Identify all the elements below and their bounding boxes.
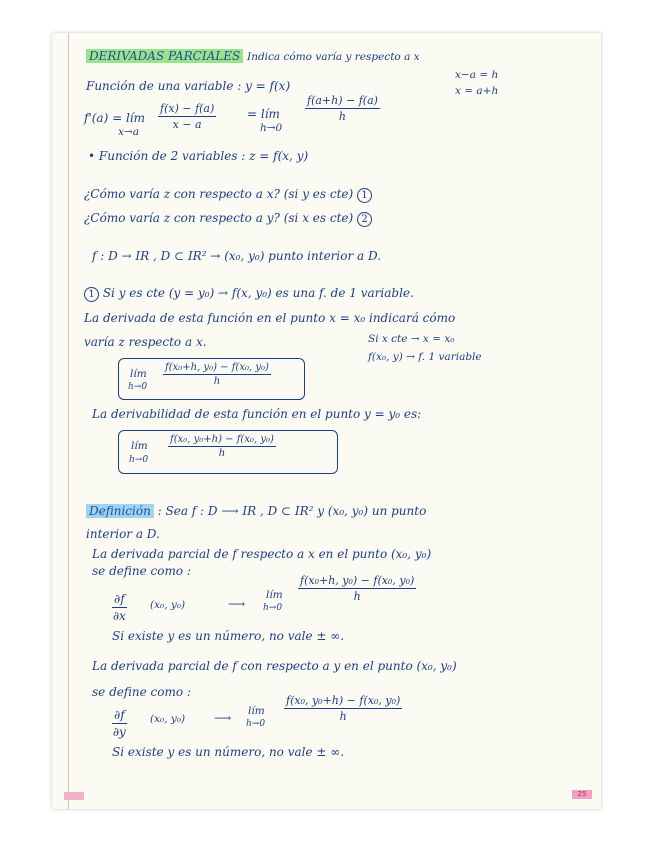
partial-x-arrow: ⟶	[228, 597, 246, 611]
partial-y-fraction-den: h	[339, 710, 347, 723]
partial-y-fraction	[284, 694, 402, 723]
partial-x-fraction-den: h	[353, 590, 361, 603]
partial-y-arrow: ⟶	[214, 711, 232, 725]
circle-number-2: 2	[357, 212, 372, 227]
frac1-denominator: x − a	[172, 118, 202, 131]
partial-y-lim: lím	[248, 705, 265, 717]
title-rest: Indica cómo varía y respecto a x	[247, 51, 420, 63]
partial-x-fraction	[298, 574, 416, 603]
corner-marker-left	[64, 792, 84, 800]
page-number: 25	[572, 790, 592, 799]
box1-denominator: h	[213, 376, 221, 387]
definition-text: : Sea f : D ⟶ IR , D ⊂ IR² y (x₀, y₀) un punto	[157, 504, 427, 518]
side-note-x-cte: Si x cte → x = x₀	[368, 333, 455, 345]
partial-y-def-line: La derivada parcial de f con respecto a y en el punto (x₀, y₀)	[92, 659, 457, 673]
function-domain-line: f : D → IR , D ⊂ IR² → (x₀, y₀) punto interior a D.	[92, 249, 382, 263]
partial-y-symbol	[112, 708, 127, 739]
derivative-fraction-1	[158, 102, 216, 131]
case-1-text: Si y es cte (y = y₀) → f(x, y₀) es una f. de 1 variable.	[102, 286, 414, 300]
derivative-fraction-2	[305, 94, 380, 123]
partial-y-point: (x₀, y₀)	[150, 713, 186, 725]
partial-y-den: ∂y	[112, 725, 126, 739]
side-note-x: x = a+h	[455, 85, 499, 97]
frac1-numerator: f(x) − f(a)	[160, 102, 215, 115]
question-y-text: ¿Cómo varía z con respecto a y? (si x es cte)	[84, 211, 354, 225]
partial-x-den: ∂x	[112, 609, 126, 623]
margin-line	[68, 33, 69, 809]
box2-denominator: h	[218, 448, 226, 459]
frac2-denominator: h	[338, 110, 347, 123]
partial-y-lim-sub: h→0	[246, 719, 266, 729]
partial-y-num: ∂f	[114, 708, 125, 722]
limit-sub-xa: x→a	[118, 126, 139, 138]
title-highlight: DERIVADAS PARCIALES	[86, 49, 243, 63]
derivability-line: La derivabilidad de esta función en el punto y = y₀ es:	[92, 407, 422, 421]
exists-line-1: Si existe y es un número, no vale ± ∞.	[112, 629, 345, 643]
circle-number-1: 1	[357, 188, 372, 203]
case-1-line	[84, 287, 414, 302]
definition-highlight: Definición	[86, 504, 154, 518]
box1-fraction	[163, 362, 271, 387]
derivative-label: f'(a) = lím	[84, 111, 145, 125]
box2-sub: h→0	[129, 455, 149, 465]
circle-number-1b: 1	[84, 287, 99, 302]
defined-as-line-2: se define como :	[92, 685, 191, 699]
definition-interior: interior a D.	[86, 527, 160, 541]
side-note-h: x−a = h	[455, 69, 499, 81]
partial-x-point: (x₀, y₀)	[150, 599, 186, 611]
partial-x-num: ∂f	[114, 592, 125, 606]
definition-line	[86, 505, 426, 518]
two-variables-line: • Función de 2 variables : z = f(x, y)	[88, 149, 309, 163]
one-variable-line: Función de una variable : y = f(x)	[86, 79, 291, 93]
question-y-line	[84, 212, 372, 227]
partial-x-fraction-num: f(x₀+h, y₀) − f(x₀, y₀)	[300, 574, 415, 587]
defined-as-line-1: se define como :	[92, 564, 191, 578]
frac2-numerator: f(a+h) − f(a)	[307, 94, 378, 107]
question-x-line	[84, 188, 372, 203]
varies-line: varía z respecto a x.	[84, 335, 207, 349]
box1-numerator: f(x₀+h, y₀) − f(x₀, y₀)	[165, 362, 269, 373]
partial-x-def-line: La derivada parcial de f respecto a x en el punto (x₀, y₀)	[92, 547, 432, 561]
equals-limit: = lím	[247, 107, 280, 121]
partial-x-lim: lím	[266, 589, 283, 601]
derivative-meaning-line: La derivada de esta función en el punto x = x₀ indicará cómo	[84, 311, 456, 325]
title-line	[86, 50, 420, 64]
box2-lim: lím	[131, 440, 148, 452]
partial-x-symbol	[112, 592, 127, 623]
box1-sub: h→0	[128, 382, 148, 392]
limit-sub-h0: h→0	[260, 122, 283, 134]
partial-x-lim-sub: h→0	[263, 603, 283, 613]
box1-lim: lím	[130, 368, 147, 380]
side-note-one-var: f(x₀, y) → f. 1 variable	[368, 351, 482, 363]
exists-line-2: Si existe y es un número, no vale ± ∞.	[112, 745, 345, 759]
question-x-text: ¿Cómo varía z con respecto a x? (si y es cte)	[84, 187, 354, 201]
box2-fraction	[168, 434, 276, 459]
partial-y-fraction-num: f(x₀, y₀+h) − f(x₀, y₀)	[286, 694, 401, 707]
box2-numerator: f(x₀, y₀+h) − f(x₀, y₀)	[170, 434, 274, 445]
